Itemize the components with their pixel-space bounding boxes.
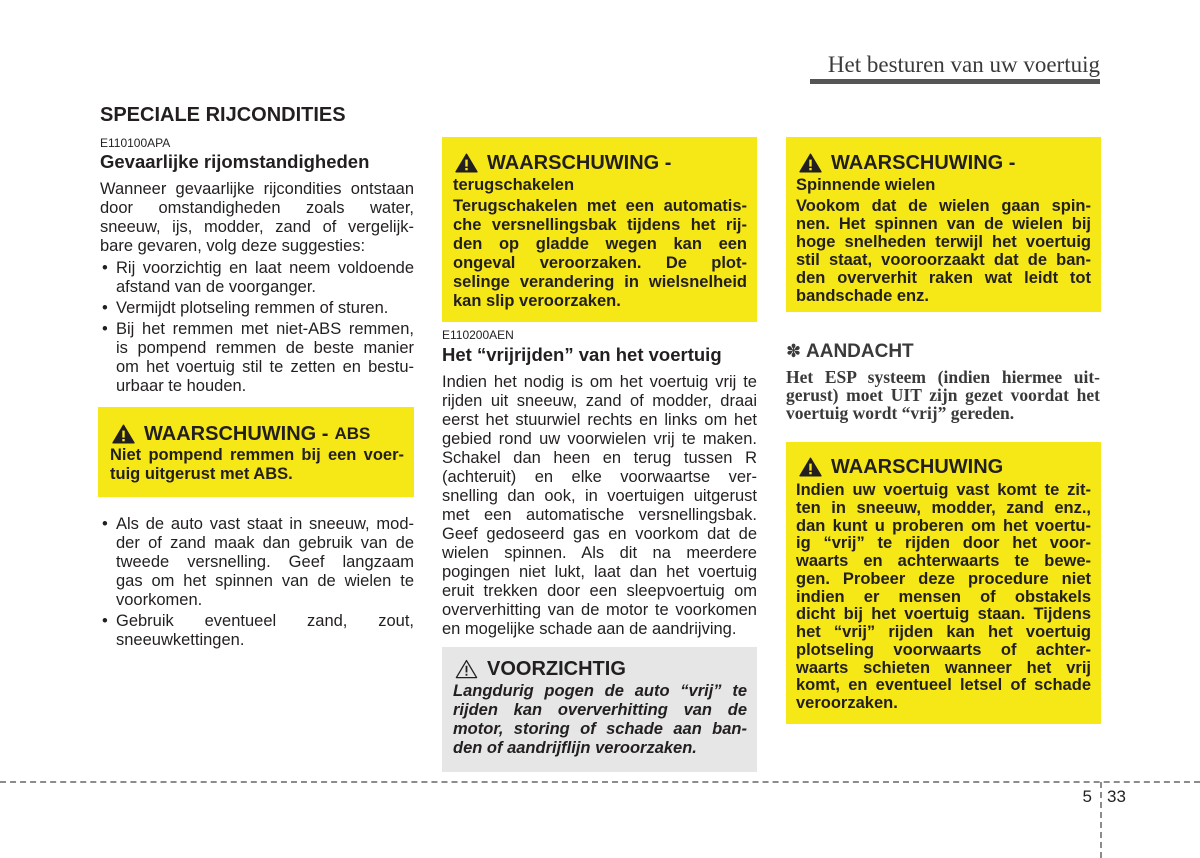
page-number: 33: [1107, 787, 1126, 806]
text-line: indien er mensen of obstakels: [796, 587, 1091, 606]
notice-title-row: [786, 341, 914, 363]
bullet-icon: [102, 320, 112, 339]
text-line: rijden kan oververhitting van de: [453, 701, 747, 719]
warning-text: [796, 482, 1091, 713]
footer-page-divider: [1100, 782, 1102, 858]
text-line: afstand van de voorganger.: [116, 278, 316, 296]
text-line: veroorzaken.: [796, 694, 898, 712]
text-line: den oververhit raken wat leidt tot: [796, 269, 1091, 287]
text-line: voorkomen.: [116, 591, 203, 609]
bullet-icon: [102, 299, 112, 318]
text-line: ongeval veroorzaken. De plot-: [453, 254, 747, 272]
list-item-text: [116, 612, 414, 650]
caution-title: VOORZICHTIG: [487, 658, 626, 680]
text-line: den of aandrijflijn veroorzaken.: [453, 739, 697, 757]
warning-title: WAARSCHUWING: [831, 456, 1004, 478]
bullet-icon: [102, 259, 112, 278]
text-line: hoge snelheden terwijl het voertuig: [796, 233, 1091, 251]
warning-title-row: [453, 151, 747, 175]
text-line: rijden uit sneeuw, zand of modder, draai: [442, 392, 757, 410]
text-line: bandschade enz.: [796, 287, 929, 305]
text-line: Langdurig pogen de auto “vrij” te: [453, 682, 747, 700]
warning-triangle-icon: [112, 424, 135, 444]
warning-text: [796, 197, 1091, 305]
list-item: [100, 299, 414, 318]
bullet-list-bottom: [100, 515, 414, 652]
text-line: voertuig wordt “vrij” gereden.: [786, 403, 1015, 423]
text-line: bare gevaren, volg deze suggesties:: [100, 237, 366, 255]
subsection-heading: Het “vrijrijden” van het voertuig: [442, 344, 722, 365]
subsection-heading: Gevaarlijke rijomstandigheden: [100, 151, 370, 172]
text-line: Terugschakelen met een automatis-: [453, 197, 747, 215]
text-line: door omstandigheden zoals water,: [100, 199, 414, 217]
warning-triangle-icon: [799, 457, 822, 477]
text-line: met een automatische versnellingsbak.: [442, 506, 757, 524]
text-line: stil staat, vooroorzaakt dat de ban-: [796, 251, 1091, 269]
text-line: oververhitting van de motor te voorkomen: [442, 601, 757, 619]
text-line: Bij het remmen met niet-ABS remmen,: [116, 320, 414, 338]
intro-paragraph: [100, 180, 414, 256]
text-line: den op gladde wegen kan een: [453, 235, 747, 253]
warning-title-row: [796, 455, 1091, 479]
text-line: Niet pompend remmen bij een voer-: [110, 446, 404, 464]
text-line: gebied rond uw voorwielen vrij te maken.: [442, 430, 757, 448]
asterisk-icon: [786, 341, 806, 363]
list-item: [100, 515, 414, 610]
caution-title-row: [453, 657, 747, 681]
text-line: Indien uw voertuig vast komt te zit-: [796, 481, 1091, 499]
text-line: ig “vrij” te rijden door het voor-: [796, 534, 1091, 553]
caution-triangle-icon: [455, 659, 478, 679]
body-paragraph: [442, 373, 757, 639]
bullet-icon: [102, 612, 112, 631]
section-code: E110100APA: [100, 136, 171, 150]
text-line: waarts en achterwaarts te bewe-: [796, 552, 1091, 570]
text-line: sneeuwkettingen.: [116, 631, 245, 649]
text-line: sneeuw, ijs, modder, zand of vergelijk-: [100, 218, 414, 236]
notice-title: AANDACHT: [806, 341, 914, 362]
bullet-list-top: [100, 259, 414, 398]
bullet-icon: [102, 515, 112, 534]
text-line: is pompend remmen de beste manier: [116, 339, 414, 357]
text-line: che versnellingsbak tijdens het rij-: [453, 216, 747, 234]
text-line: ten in sneeuw, modder, zand enz.,: [796, 498, 1091, 517]
warning-title-row: [110, 422, 404, 446]
text-line: Wanneer gevaarlijke rijcondities ontstaan: [100, 180, 414, 198]
list-item: [100, 259, 414, 297]
header-rule: [810, 79, 1100, 84]
text-line: plotseling voorwaarts of achter-: [796, 640, 1091, 659]
chapter-number: 5: [1082, 787, 1092, 806]
text-line: urbaar te houden.: [116, 377, 247, 395]
text-line: wielen spinnen. Als dit na meerdere: [442, 544, 757, 562]
text-line: dicht bij het voertuig staan. Tijdens: [796, 605, 1091, 624]
text-line: eerst het stuurwiel rechts en links om het: [442, 411, 757, 429]
warning-subtitle: Spinnende wielen: [796, 176, 936, 194]
warning-box-stuck-vehicle: [786, 442, 1101, 724]
text-line: Als de auto vast staat in sneeuw, mod-: [116, 515, 414, 533]
section-title: SPECIALE RIJCONDITIES: [100, 104, 346, 126]
text-line: tuig uitgerust met ABS.: [110, 465, 293, 483]
warning-box-abs: [98, 407, 414, 497]
warning-triangle-icon: [799, 153, 822, 173]
text-line: tweede versnelling. Geef langzaam: [116, 553, 414, 571]
caution-text: [453, 682, 747, 758]
text-line: eruit trekken door een sleepvoertuig om: [442, 582, 757, 600]
text-line: selinge verandering in wielsnelheid: [453, 273, 747, 291]
running-header: Het besturen van uw voertuig: [827, 52, 1100, 77]
warning-text: [110, 446, 404, 484]
section-code: E110200AEN: [442, 328, 514, 342]
text-line: nen. Het spinnen van de wielen bij: [796, 215, 1091, 233]
text-line: motor, storing of schade aan ban-: [453, 720, 747, 738]
warning-title-row: [796, 151, 1091, 175]
text-line: gerust) moet UIT zijn gezet voordat het: [786, 385, 1100, 405]
text-line: Vookom dat de wielen gaan spin-: [796, 197, 1091, 215]
text-line: Schakel dan heen en terug tussen R: [442, 449, 757, 467]
warning-title: WAARSCHUWING -: [487, 152, 672, 174]
text-line: het “vrij” rijden kan het voertuig: [796, 623, 1091, 641]
footer-dashed-rule: [0, 781, 1200, 783]
text-line: en mogelijke schade aan de aandrijving.: [442, 620, 737, 638]
warning-triangle-icon: [455, 153, 478, 173]
text-line: pogingen niet lukt, laat dan het voertuig: [442, 563, 757, 581]
list-item-text: [116, 259, 414, 297]
text-line: om het voertuig stil te zetten en bestu-: [116, 358, 414, 376]
notice-text: [786, 368, 1100, 422]
text-line: (achteruit) en elke voorwaartse ver-: [442, 468, 757, 486]
text-line: kan slip veroorzaken.: [453, 292, 621, 310]
warning-title: WAARSCHUWING -: [831, 152, 1016, 174]
text-line: Rij voorzichtig en laat neem voldoende: [116, 259, 414, 277]
text-line: der of zand maak dan gebruik van de: [116, 534, 414, 552]
list-item-text: [116, 299, 414, 318]
text-line: Indien het nodig is om het voertuig vrij te: [442, 373, 757, 391]
text-line: Gebruik eventueel zand, zout,: [116, 612, 414, 630]
warning-box-spinning-wheels: [786, 137, 1101, 312]
warning-subtitle: terugschakelen: [453, 176, 575, 194]
text-line: Het ESP systeem (indien hiermee uit-: [786, 367, 1100, 387]
caution-box: [442, 647, 757, 772]
text-line: komt, en eventueel letsel of schade: [796, 676, 1091, 695]
text-line: Geef gedoseerd gas en voorkom dat de: [442, 525, 757, 543]
warning-box-downshift: [442, 137, 757, 322]
warning-text: [453, 197, 747, 311]
text-line: waarts schieten wanneer het vrij: [796, 658, 1091, 677]
text-line: gen. Probeer deze procedure niet: [796, 569, 1091, 588]
warning-title-suffix: ABS: [334, 424, 371, 443]
text-line: snelling dan ook, in voertuigen uitgerust: [442, 487, 757, 505]
list-item-text: [116, 515, 414, 610]
text-line: Vermijdt plotseling remmen of sturen.: [116, 299, 389, 317]
list-item: [100, 320, 414, 396]
list-item: [100, 612, 414, 650]
text-line: dan kunt u proberen om het voertu-: [796, 516, 1091, 535]
list-item-text: [116, 320, 414, 396]
warning-title: WAARSCHUWING -: [144, 423, 329, 445]
text-line: gas om het spinnen van de wielen te: [116, 572, 414, 590]
